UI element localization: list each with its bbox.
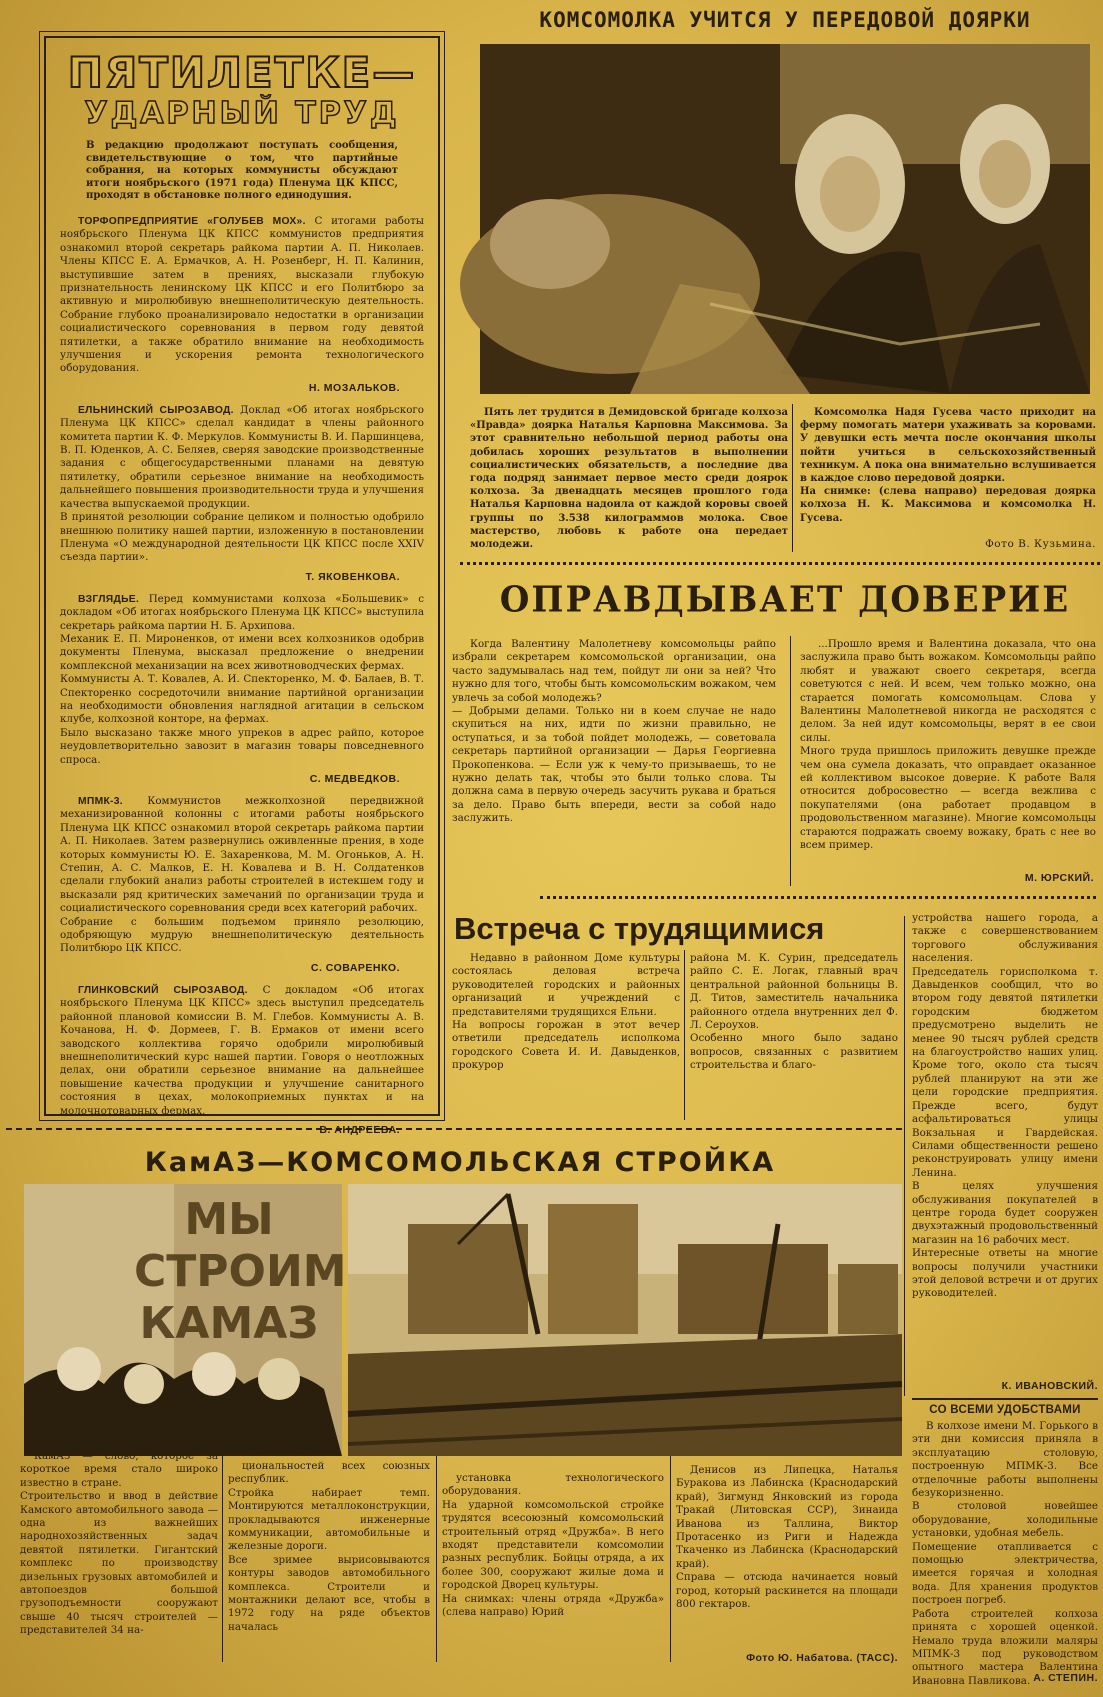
section-divider [460, 562, 1100, 565]
milkmaid-caption: Пять лет трудится в Демидовской бригаде колхоза «Правда» доярка Наталья Карповна Максимова. За этот сравнительно небольшой период работы она добилась хороших результатов в выполнении социалистических обязательств, а последние два года подряд занимает первое место среди доярок колхоза. За двенадцать месяцев прошлого года Наталья Карповна надоила от каждой коровы своей группы по 3.538 килограммов молока. Свое мастерство, любовь к работе она передает молодежи. [470, 407, 788, 551]
trust-article-col1: Когда Валентину Малолетневу комсомольцы райпо избрали секретарем комсомольской организации, она часто задумывалась над тем, пойдут ли они за ней? Что нужно для того, чтобы быть комсомольским вожаком, чем увлечь за собой молодежь? — Добрыми делами. Только ни в коем случае не надо скупиться на них, идти по жизни правильно, не оступаться, и за тобой пойдет молодежь, — советовала секретарь партийной организации — Дарья Георгиевна Прокопенкова. — Если уж к чему-то призываешь, то не нужно делать так, чтобы это были только слова. Ты должна сама в первую очередь засучить рукава и браться за дело. Право быть впереди, вести за собой надо заслужить. [452, 638, 776, 825]
kamaz-section-frame [6, 1128, 902, 1130]
kamaz-article-col3: установка технологического оборудования. На ударной комсомольской стройке трудятся всесоюзный комсомольский строительный отряд «Дружба». В него входят представители комсомолии разных республик. Бойцы отряда, а их более 300, сооружают жилые дома и городской Дворец культуры. На снимках: члены отряда «Дружба» (слева направо) Юрий [442, 1472, 664, 1619]
column-divider [436, 1456, 437, 1662]
article-title-main: ПЯТИЛЕТКЕ— [67, 48, 417, 97]
report-text: С итогами работы ноябрьского Пленума ЦК КПСС коммунистов предприятия ознакомил второй секретарь райкома партии А. П. Николаев. Члены КПСС Е. А. Ермачков, А. Н. Розенберг, Н. П. Калинин, выступившие затем в прениях, высказали глубокую признательность ленинскому ЦК КПСС и его Политбюро за активную и миролюбивую внешнеполитическую деятельность. Собрание глубоко проанализировало недостатки в организации социалистического соревнования в первом году девятой пятилетки, а также обратило внимание на необходимость улучшения и ускорения ремонта технологического оборудования. [60, 214, 424, 375]
milkmaids-photo [480, 44, 1090, 394]
report-item [60, 593, 424, 785]
kamaz-construction-photo-illustration [348, 1184, 902, 1456]
trust-article-title: ОПРАВДЫВАЕТ ДОВЕРИЕ [499, 579, 1071, 621]
trust-article-col2: ...Прошло время и Валентина доказала, что она заслужила право быть вожаком. Комсомольцы райпо любят и уважают своего секретаря, всегда советуются с ней. И всем, чем только можно, она старается помогать комсомольцам. Слова у Валентины Малолетневой никогда не расходятся с делом. За ней идут комсомольцы, верят в ее свои силы. Много труда пришлось приложить девушке прежде чем она сумела доказать, что оправдает оказанное ей коллективом высокое доверие. К работе Валя относится добросовестно — всегда вежлива с покупателями (она работает продавцом в продовольственном магазине). Многие комсомольцы стараются подражать своему вожаку, брать с нее во всем пример. [800, 638, 1096, 852]
report-item [60, 215, 424, 394]
article-intro: В редакцию продолжают поступать сообщения, свидетельствующие о том, что партийные собрания, на которых коммунисты обсуждают итоги ноябрьского (1971 года) Пленума ЦК КПСС, проходят в обстановке полного единодушия. [86, 140, 398, 202]
caption-divider [792, 404, 793, 552]
report-heading: ГЛИНКОВСКИЙ СЫРОЗАВОД. [78, 984, 248, 996]
report-text: С докладом «Об итогах ноябрьского Пленума ЦК КПСС» здесь выступил председатель районной плановой комиссии В. М. Глебов. Коммунисты А. В. Кочанова, Н. Ф. Дормеев, Г. В. Ермаков от имени всего заводского коллектива горячо одобрили миролюбивый внешнеполитический курс нашей партии. Говоря о неотложных делах, они обратили серьезное внимание на дальнейшее повышение качества продукции и улучшение санитарного состояния в цехах, молокоприемных пунктах и на молочнотоварных фермах. [60, 983, 424, 1117]
column-divider [904, 916, 905, 1396]
report-text: Коммунистов межколхозной передвижной механизированной колонны с итогами работы ноябрьского Пленума ЦК КПСС ознакомил второй секретарь райкома партии А. П. Николаев. Затем развернулись оживленные прения, в ходе которых коммунисты Ю. Е. Захаренкова, М. М. Огоньков, А. Н. Степин, А. С. Малков, Е. Н. Ковалева и В. Н. Солдатенков сделали глубокий анализ работы строителей в истекшем году и высказали ряд критических замечаний по организации труда и социалистического соревнования среди всех категорий рабочих. Собрание с большим подъемом приняло резолюцию, одобряющую мудрую внешнеполитическую деятельность Политбюро ЦК КПСС. [60, 795, 424, 955]
column-divider [684, 950, 685, 1120]
report-signature: С. СОВАРЕНКО. [310, 961, 400, 974]
kamaz-article-col1: КамАЗ — слово, которое за короткое время стало широко известно в стране. Строительство и ввод в действие Камского автомобильного завода — одна из важнейших народнохозяйственных задач девятой пятилетки. Гигантский комплекс по производству дизельных грузовых автомобилей и автопоездов большой грузоподъемности сооружают свыше 40 тысяч строителей — представителей 34 на- [20, 1450, 218, 1637]
milkmaid-feature-title: КОМСОМОЛКА УЧИТСЯ У ПЕРЕДОВОЙ ДОЯРКИ [539, 8, 1031, 32]
report-signature: В. АНДРЕЕВА. [319, 1123, 400, 1136]
convenience-article-text: В колхозе имени М. Горького в эти дни комиссия приняла в эксплуатацию столовую, построенную МПМК-3. Все отделочные работы выполнены безукоризненно. В столовой новейшее оборудование, холодильные установки, удобная мебель. Помещение отапливается с помощью электричества, имеется горячая и холодная вода. Для хранения продуктов построен погреб. Работа строителей колхоза принята с хорошей оценкой. Немало труда вложили маляры МПМК-3 под руководством опытного мастера Валентина Ивановна Павликова. [912, 1420, 1098, 1687]
meeting-article-signature: К. ИВАНОВСКИЙ. [1001, 1380, 1098, 1392]
section-divider [540, 896, 1096, 899]
report-item [60, 984, 424, 1136]
report-heading: ЕЛЬНИНСКИЙ СЫРОЗАВОД. [78, 404, 234, 416]
column-divider [222, 1456, 223, 1662]
kamaz-team-photo [24, 1184, 347, 1456]
report-signature: С. МЕДВЕДКОВ. [309, 773, 400, 785]
kamaz-construction-photo [348, 1184, 902, 1456]
meeting-article-col3: устройства нашего города, а также с совершенствованием торгового обслуживания населения. Председатель горисполкома т. Давыденков сообщил, что во втором году девятой пятилетки городским бюджетом предусмотрено выделить не менее 90 тысяч рублей средств на благоустройство наших улиц. Кроме того, около ста тысяч рублей планируют на эти же цели городские предприятия. Прежде всего, будут асфальтироваться улицы Вокзальная и Гвардейская. Силами общественности решено реконструировать улицу имени Ленина. В целях улучшения обслуживания покупателей в центре города будет сооружен двухэтажный продовольственный магазин на 16 рабочих мест. Интересные ответы на многие вопросы получили участники этой деловой встречи и от других руководителей. [912, 912, 1098, 1300]
photo-credit: Фото В. Кузьмина. [985, 538, 1096, 550]
meeting-article-title: Встреча с трудящимися [454, 911, 825, 946]
report-item [60, 404, 424, 583]
milkmaids-photo-illustration [480, 44, 1090, 394]
column-divider [790, 636, 791, 886]
report-signature: Н. МОЗАЛЬКОВ. [308, 381, 400, 394]
report-heading: МПМК-3. [78, 796, 123, 807]
report-heading: ВЗГЛЯДЬЕ. [78, 593, 140, 605]
report-text: Перед коммунистами колхоза «Большевик» с докладом «Об итогах ноябрьского Пленума ЦК КПСС» выступила секретарь райкома партии Н. Б. Архипова. Механик Е. П. Мироненков, от имени всех колхозников одобрив документы Пленума, высказал предложение о внедрении комплексной механизации на всех животноводческих фермах. Коммунисты А. Т. Ковалев, А. И. Спекторенко, М. Ф. Балаев, В. Т. Спекторенко сосредоточили внимание партийной организации на необходимости обновления наглядной агитации в сельском клубе, колхозной конторе, на фермах. Было высказано также много упреков в адрес райпо, которое неудовлетворительно завозит в магазин товары повседневного спроса. [60, 592, 424, 766]
trust-article-signature: М. ЮРСКИЙ. [1024, 872, 1094, 884]
kamaz-article-col4: Денисов из Липецка, Наталья Буракова из Лабинска (Краснодарский край), Зигмунд Янковский из города Тракай (Литовская ССР), Зинаида Иванова из Таллина, Виктор Протасенко из Риги и Надежда Ткаченко из Лабинска (Краснодарский край). Справа — отсюда начинается новый город, который раскинется на площади 800 гектаров. [676, 1464, 898, 1611]
report-item [60, 795, 424, 974]
kamaz-article-col2: циональностей всех союзных республик. Стройка набирает темп. Монтируются металлоконструкции, прокладываются инженерные коммуникации, автомобильные и железные дороги. Все зримее вырисовываются контуры заводов автомобильного комплекса. Строители и монтажники делают все, чтобы в 1972 году на ряде объектов началась [228, 1460, 430, 1633]
article-title-sub: УДАРНЫЙ ТРУД [84, 96, 400, 131]
convenience-article-title: СО ВСЕМИ УДОБСТВАМИ [929, 1404, 1081, 1416]
we-build-kamaz-sign: МЫ СТРОИМ КАМАЗ [134, 1194, 347, 1349]
section-rule [912, 1398, 1098, 1400]
komsomol-girl-caption: Комсомолка Надя Гусева часто приходит на ферму помогать матери ухаживать за коровами. У девушки есть мечта после окончания школы пойти учиться в сельскохозяйственный техникум. А пока она внимательно вслушивается в каждое слово передовой доярки. На снимке: (слева направо) передовая доярка колхоза Н. К. Максимова и комсомолка Н. Гусева. [800, 407, 1096, 524]
report-text: Доклад «Об итогах ноябрьского Пленума ЦК КПСС» сделал кандидат в члены районного комитета партии К. Ф. Меркулов. Коммунисты В. И. Паршинцева, В. П. Юденков, А. С. Беляев, сверяя заводские производственные задания с общегосударственными планами на девятую пятилетку, обратили серьезное внимание на необходимость дальнейшего повышения производительности труда и улучшения качества выпускаемой продукции. В принятой резолюции собрание целиком и полностью одобрило внешнюю политику нашей партии, изложенную в постановлении Пленума «О международной деятельности ЦК КПСС после XXIV съезда партии». [60, 403, 424, 564]
convenience-article-signature: А. СТЕПИН. [1033, 1672, 1098, 1684]
meeting-article-col2: района М. К. Сурин, председатель райпо С. Е. Логак, главный врач центральной районной больницы В. Д. Титов, заместитель начальника районного отдела внутренних дел Ф. Л. Сероухов. Особенно много было задано вопросов, связанных с развитием строительства и благо- [690, 952, 898, 1072]
kamaz-section-title: КамАЗ—КОМСОМОЛЬСКАЯ СТРОЙКА [144, 1147, 776, 1178]
meeting-article-col1: Недавно в районном Доме культуры состоялась деловая встреча руководителей городских и районных организаций и учреждений с представителями трудящихся Ельни. На вопросы горожан в этот вечер ответили председатель исполкома городского Совета И. И. Давыденков, прокурор [452, 952, 680, 1072]
report-heading: ТОРФОПРЕДПРИЯТИЕ «ГОЛУБЕВ МОХ». [78, 215, 306, 227]
column-divider [670, 1456, 671, 1662]
five-year-plan-article [44, 36, 440, 1136]
kamaz-photo-credit: Фото Ю. Набатова. (ТАСС). [746, 1652, 898, 1664]
report-signature: Т. ЯКОВЕНКОВА. [305, 570, 400, 583]
